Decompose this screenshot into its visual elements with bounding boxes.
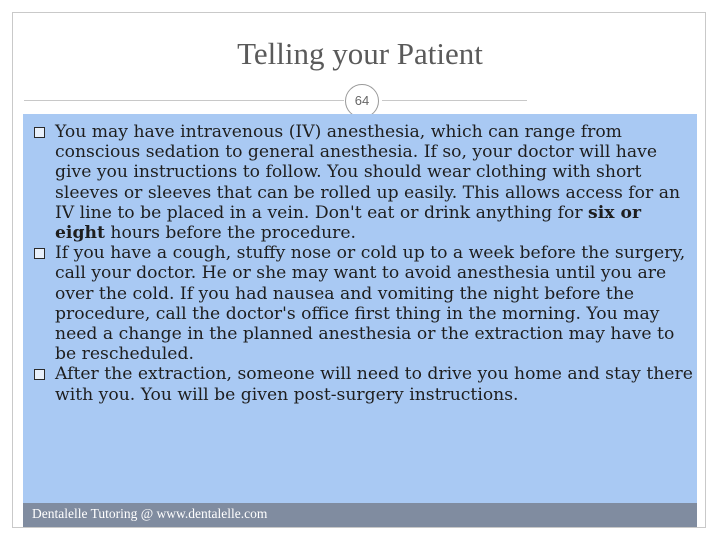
bullet-text: After the extraction, someone will need to drive you home and stay there with you. You will be given post-surgery instructions. [55,364,693,405]
bullet-square-icon [34,369,45,380]
bullet-text-after: hours before the procedure. [104,223,357,244]
bullet-item [33,364,693,404]
page-number-badge: 64 [345,84,379,118]
bullet-square-icon [34,127,45,138]
bullet-text: You may have intravenous (IV) anesthesia, which can range from conscious sedation to general anesthesia. If so, your doctor will have give you instructions to follow. You should wear clothing with short sleeves or sleeves that can be rolled up easily. This allows access for an IV line to be placed in a vein. Don't eat or drink anything for [55,122,681,223]
bullet-item [33,122,693,243]
slide-title: Telling your Patient [237,36,483,71]
bullet-square-icon [34,248,45,259]
footer-bar [23,503,697,527]
bullet-item [33,243,693,364]
bullet-list [33,122,693,405]
bullet-text: If you have a cough, stuffy nose or cold up to a week before the surgery, call your doctor. He or she may want to avoid anesthesia until you are over the cold. If you had nausea and vomiting the night before the procedure, call the doctor's office first thing in the morning. You may need a change in the planned anesthesia or the extraction may have to be rescheduled. [55,243,686,365]
footer-text: Dentalelle Tutoring @ www.dentalelle.com [32,506,268,521]
title-divider-left [24,100,344,101]
bullet-bold-text: six or eight [55,202,642,244]
title-divider-right [382,100,527,101]
